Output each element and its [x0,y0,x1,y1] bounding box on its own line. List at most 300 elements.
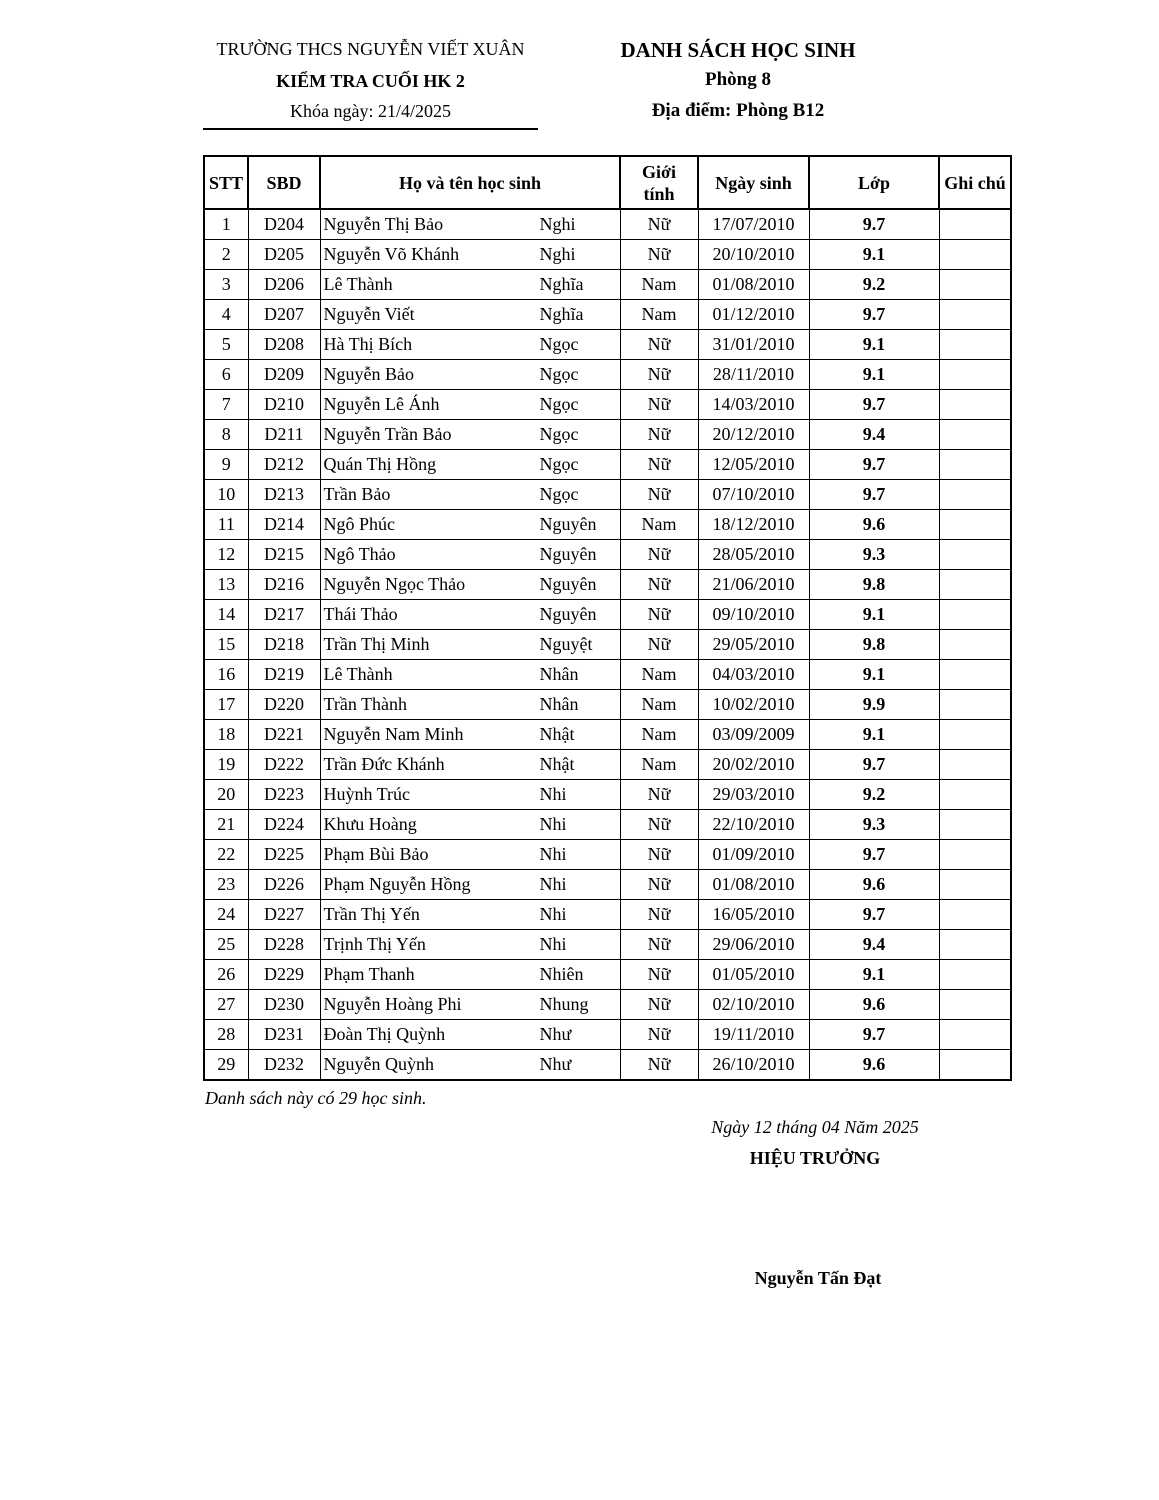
cell-note [939,900,1011,930]
cell-dob: 28/11/2010 [698,360,809,390]
school-name: TRƯỜNG THCS NGUYỄN VIẾT XUÂN [216,39,525,59]
table-row [204,690,1011,720]
cell-name [320,690,620,720]
table-row [204,480,1011,510]
student-surname: Ngô Thảo [323,544,396,564]
cell-class: 9.1 [809,660,939,690]
student-surname: Phạm Nguyễn Hồng [323,874,471,894]
table-row [204,540,1011,570]
cell-gender: Nữ [620,900,698,930]
col-header-name: Họ và tên học sinh [320,156,620,209]
cell-note [939,1020,1011,1050]
student-given-name: Nguyên [539,604,597,624]
cell-note [939,690,1011,720]
cell-note [939,810,1011,840]
cell-class: 9.9 [809,690,939,720]
student-given-name: Nhi [539,874,567,894]
student-given-name: Nghi [539,214,576,234]
table-row [204,600,1011,630]
cell-dob: 22/10/2010 [698,810,809,840]
cell-name [320,270,620,300]
student-given-name: Ngọc [539,424,579,444]
student-given-name: Nguyên [539,514,597,534]
cell-stt: 27 [204,990,248,1020]
table-row [204,660,1011,690]
cell-dob: 01/05/2010 [698,960,809,990]
signature-title: HIỆU TRƯỞNG [749,1148,881,1168]
col-header-gender-line2: tính [643,183,675,204]
cell-class: 9.6 [809,870,939,900]
student-surname: Trần Thành [323,694,408,714]
student-count-note: Danh sách này có 29 học sinh. [205,1088,427,1108]
cell-dob: 07/10/2010 [698,480,809,510]
cell-stt: 4 [204,300,248,330]
cell-class: 9.4 [809,420,939,450]
cell-name [320,330,620,360]
cell-dob: 01/12/2010 [698,300,809,330]
cell-stt: 21 [204,810,248,840]
col-header-stt: STT [204,156,248,209]
table-body [204,209,1011,1080]
student-given-name: Nhung [539,994,589,1014]
cell-name [320,900,620,930]
cell-gender: Nữ [620,1050,698,1081]
cell-sbd: D231 [248,1020,320,1050]
cell-class: 9.7 [809,390,939,420]
cell-note [939,330,1011,360]
cell-note [939,1050,1011,1081]
student-given-name: Nhi [539,934,567,954]
table-row [204,1050,1011,1081]
student-given-name: Nhân [539,694,579,714]
cell-dob: 01/08/2010 [698,270,809,300]
student-given-name: Ngọc [539,484,579,504]
table-row [204,1020,1011,1050]
cell-class: 9.7 [809,840,939,870]
cell-gender: Nữ [620,630,698,660]
cell-name [320,870,620,900]
cell-name [320,810,620,840]
student-surname: Nguyễn Quỳnh [323,1054,434,1074]
student-given-name: Nguyên [539,574,597,594]
table-row [204,810,1011,840]
student-surname: Thái Thảo [323,604,398,624]
cell-note [939,360,1011,390]
cell-dob: 09/10/2010 [698,600,809,630]
cell-dob: 16/05/2010 [698,900,809,930]
table-row [204,870,1011,900]
cell-gender: Nữ [620,420,698,450]
cell-stt: 19 [204,750,248,780]
table-row [204,270,1011,300]
cell-sbd: D213 [248,480,320,510]
cell-sbd: D220 [248,690,320,720]
table-row [204,570,1011,600]
cell-note [939,450,1011,480]
cell-note [939,540,1011,570]
cell-stt: 18 [204,720,248,750]
cell-gender: Nữ [620,540,698,570]
cell-class: 9.7 [809,209,939,240]
header-divider [203,128,538,130]
cell-dob: 04/03/2010 [698,660,809,690]
cell-name [320,780,620,810]
student-given-name: Nhân [539,664,579,684]
cell-name [320,570,620,600]
col-header-sbd: SBD [248,156,320,209]
cell-class: 9.2 [809,780,939,810]
cell-sbd: D218 [248,630,320,660]
cell-note [939,720,1011,750]
cell-note [939,960,1011,990]
cell-note [939,840,1011,870]
cell-dob: 01/08/2010 [698,870,809,900]
table-row [204,720,1011,750]
cell-sbd: D228 [248,930,320,960]
cell-sbd: D221 [248,720,320,750]
student-surname: Huỳnh Trúc [323,784,411,804]
cell-sbd: D223 [248,780,320,810]
cell-name [320,630,620,660]
table-row [204,390,1011,420]
cell-dob: 29/03/2010 [698,780,809,810]
student-given-name: Như [539,1024,572,1044]
cell-class: 9.1 [809,960,939,990]
cell-sbd: D226 [248,870,320,900]
cell-sbd: D210 [248,390,320,420]
cell-gender: Nữ [620,480,698,510]
cell-name [320,990,620,1020]
table-row [204,960,1011,990]
cell-sbd: D217 [248,600,320,630]
student-surname: Ngô Phúc [323,514,395,534]
cell-note [939,390,1011,420]
cell-stt: 14 [204,600,248,630]
student-surname: Lê Thành [323,664,393,684]
student-surname: Nguyễn Lê Ánh [323,394,440,414]
cell-gender: Nữ [620,870,698,900]
table-row [204,450,1011,480]
table-row [204,900,1011,930]
cell-dob: 12/05/2010 [698,450,809,480]
cell-class: 9.8 [809,630,939,660]
student-surname: Nguyễn Ngọc Thảo [323,574,466,594]
student-given-name: Nghĩa [539,304,584,324]
cell-class: 9.1 [809,600,939,630]
student-given-name: Nguyên [539,544,597,564]
table-row [204,420,1011,450]
student-surname: Trần Thị Yến [323,904,420,924]
school-header [203,36,538,130]
cell-name [320,660,620,690]
student-surname: Nguyễn Võ Khánh [323,244,460,264]
cell-dob: 20/12/2010 [698,420,809,450]
cell-class: 9.3 [809,540,939,570]
student-given-name: Nhi [539,814,567,834]
cell-gender: Nữ [620,1020,698,1050]
cell-note [939,870,1011,900]
cell-note [939,780,1011,810]
cell-gender: Nữ [620,810,698,840]
cell-sbd: D225 [248,840,320,870]
student-surname: Trịnh Thị Yến [323,934,426,954]
student-table [203,155,1012,1081]
cell-dob: 10/02/2010 [698,690,809,720]
table-row [204,750,1011,780]
cell-note [939,240,1011,270]
table-row [204,780,1011,810]
cell-sbd: D205 [248,240,320,270]
student-given-name: Nhi [539,904,567,924]
cell-stt: 29 [204,1050,248,1081]
cell-dob: 03/09/2009 [698,720,809,750]
student-given-name: Nguyệt [539,634,593,654]
cell-stt: 26 [204,960,248,990]
cell-note [939,600,1011,630]
table-row [204,240,1011,270]
student-surname: Phạm Bùi Bảo [323,844,429,864]
table-row [204,630,1011,660]
cell-class: 9.6 [809,510,939,540]
cell-gender: Nữ [620,990,698,1020]
cell-dob: 21/06/2010 [698,570,809,600]
cell-class: 9.7 [809,900,939,930]
cell-dob: 20/10/2010 [698,240,809,270]
cell-sbd: D214 [248,510,320,540]
cell-gender: Nữ [620,570,698,600]
cell-note [939,420,1011,450]
cell-gender: Nữ [620,240,698,270]
student-given-name: Ngọc [539,454,579,474]
cell-gender: Nam [620,660,698,690]
cell-gender: Nam [620,750,698,780]
cell-dob: 01/09/2010 [698,840,809,870]
cell-class: 9.1 [809,360,939,390]
cell-class: 9.1 [809,330,939,360]
student-given-name: Nghĩa [539,274,584,294]
cell-note [939,510,1011,540]
cell-gender: Nữ [620,960,698,990]
signature-name: Nguyễn Tấn Đạt [754,1268,882,1288]
cell-sbd: D206 [248,270,320,300]
cell-name [320,420,620,450]
cell-stt: 13 [204,570,248,600]
cell-name [320,1020,620,1050]
cell-dob: 26/10/2010 [698,1050,809,1081]
student-given-name: Nhật [539,754,575,774]
col-header-dob: Ngày sinh [698,156,809,209]
cell-dob: 31/01/2010 [698,330,809,360]
cell-sbd: D224 [248,810,320,840]
student-surname: Nguyễn Viết [323,304,415,324]
cell-stt: 11 [204,510,248,540]
cell-gender: Nữ [620,840,698,870]
student-given-name: Như [539,1054,572,1074]
cell-class: 9.7 [809,300,939,330]
cell-name [320,840,620,870]
cell-name [320,300,620,330]
cell-class: 9.6 [809,1050,939,1081]
list-header [600,36,876,126]
cell-note [939,930,1011,960]
exam-date: Khóa ngày: 21/4/2025 [290,101,451,121]
cell-stt: 10 [204,480,248,510]
cell-dob: 18/12/2010 [698,510,809,540]
student-surname: Nguyễn Trần Bảo [323,424,452,444]
cell-sbd: D227 [248,900,320,930]
cell-stt: 8 [204,420,248,450]
student-surname: Nguyễn Hoàng Phi [323,994,462,1014]
cell-dob: 28/05/2010 [698,540,809,570]
cell-stt: 5 [204,330,248,360]
cell-stt: 2 [204,240,248,270]
cell-stt: 6 [204,360,248,390]
cell-gender: Nữ [620,600,698,630]
cell-dob: 29/05/2010 [698,630,809,660]
student-surname: Đoàn Thị Quỳnh [323,1024,446,1044]
cell-sbd: D216 [248,570,320,600]
student-surname: Phạm Thanh [323,964,415,984]
cell-stt: 1 [204,209,248,240]
student-given-name: Ngọc [539,394,579,414]
cell-name [320,540,620,570]
cell-gender: Nam [620,300,698,330]
student-surname: Trần Thị Minh [323,634,430,654]
cell-dob: 29/06/2010 [698,930,809,960]
exam-title: KIỂM TRA CUỐI HK 2 [276,71,465,91]
cell-note [939,570,1011,600]
cell-note [939,630,1011,660]
cell-note [939,300,1011,330]
cell-sbd: D222 [248,750,320,780]
cell-sbd: D230 [248,990,320,1020]
cell-name [320,1050,620,1081]
cell-class: 9.6 [809,990,939,1020]
cell-name [320,750,620,780]
cell-gender: Nữ [620,209,698,240]
cell-sbd: D212 [248,450,320,480]
cell-class: 9.7 [809,1020,939,1050]
cell-sbd: D215 [248,540,320,570]
cell-class: 9.7 [809,450,939,480]
cell-gender: Nữ [620,330,698,360]
cell-stt: 17 [204,690,248,720]
cell-sbd: D211 [248,420,320,450]
cell-stt: 20 [204,780,248,810]
cell-name [320,240,620,270]
cell-class: 9.4 [809,930,939,960]
student-given-name: Nhi [539,844,567,864]
cell-stt: 22 [204,840,248,870]
cell-sbd: D219 [248,660,320,690]
cell-name [320,450,620,480]
student-surname: Trần Đức Khánh [323,754,445,774]
cell-stt: 3 [204,270,248,300]
cell-class: 9.7 [809,750,939,780]
cell-note [939,660,1011,690]
student-surname: Trần Bảo [323,484,391,504]
cell-note [939,990,1011,1020]
cell-sbd: D207 [248,300,320,330]
cell-class: 9.2 [809,270,939,300]
table-header-row [204,156,1011,209]
student-surname: Nguyễn Bảo [323,364,414,384]
cell-stt: 9 [204,450,248,480]
cell-stt: 23 [204,870,248,900]
student-surname: Nguyễn Thị Bảo [323,214,444,234]
cell-dob: 02/10/2010 [698,990,809,1020]
cell-sbd: D204 [248,209,320,240]
student-surname: Nguyễn Nam Minh [323,724,464,744]
cell-sbd: D209 [248,360,320,390]
col-header-note: Ghi chú [939,156,1011,209]
cell-name [320,209,620,240]
table-row [204,209,1011,240]
cell-note [939,480,1011,510]
cell-gender: Nam [620,270,698,300]
cell-name [320,390,620,420]
cell-sbd: D229 [248,960,320,990]
cell-name [320,720,620,750]
student-given-name: Nhật [539,724,575,744]
student-surname: Lê Thành [323,274,393,294]
cell-class: 9.3 [809,810,939,840]
cell-name [320,960,620,990]
list-title: DANH SÁCH HỌC SINH [620,38,856,62]
table-row [204,360,1011,390]
cell-dob: 14/03/2010 [698,390,809,420]
cell-dob: 17/07/2010 [698,209,809,240]
cell-name [320,360,620,390]
cell-name [320,600,620,630]
cell-gender: Nam [620,690,698,720]
cell-class: 9.7 [809,480,939,510]
table-row [204,840,1011,870]
room-label: Phòng 8 [705,69,771,90]
student-surname: Quán Thị Hồng [323,454,437,474]
table-row [204,510,1011,540]
cell-name [320,510,620,540]
cell-name [320,480,620,510]
cell-stt: 15 [204,630,248,660]
table-row [204,330,1011,360]
cell-stt: 16 [204,660,248,690]
student-given-name: Ngọc [539,334,579,354]
col-header-class: Lớp [809,156,939,209]
cell-dob: 19/11/2010 [698,1020,809,1050]
col-header-gender-line1: Giới [642,161,676,182]
cell-stt: 24 [204,900,248,930]
cell-sbd: D232 [248,1050,320,1081]
signature-date: Ngày 12 tháng 04 Năm 2025 [711,1117,919,1137]
student-given-name: Nhiên [539,964,584,984]
location-label: Địa điểm: Phòng B12 [651,100,825,121]
cell-gender: Nữ [620,450,698,480]
cell-stt: 12 [204,540,248,570]
col-header-gender [620,156,698,209]
cell-class: 9.1 [809,720,939,750]
cell-sbd: D208 [248,330,320,360]
cell-gender: Nam [620,720,698,750]
cell-stt: 28 [204,1020,248,1050]
cell-gender: Nữ [620,360,698,390]
table-row [204,990,1011,1020]
student-given-name: Nghi [539,244,576,264]
cell-note [939,209,1011,240]
cell-gender: Nữ [620,930,698,960]
cell-note [939,270,1011,300]
student-surname: Khưu Hoàng [323,814,417,834]
